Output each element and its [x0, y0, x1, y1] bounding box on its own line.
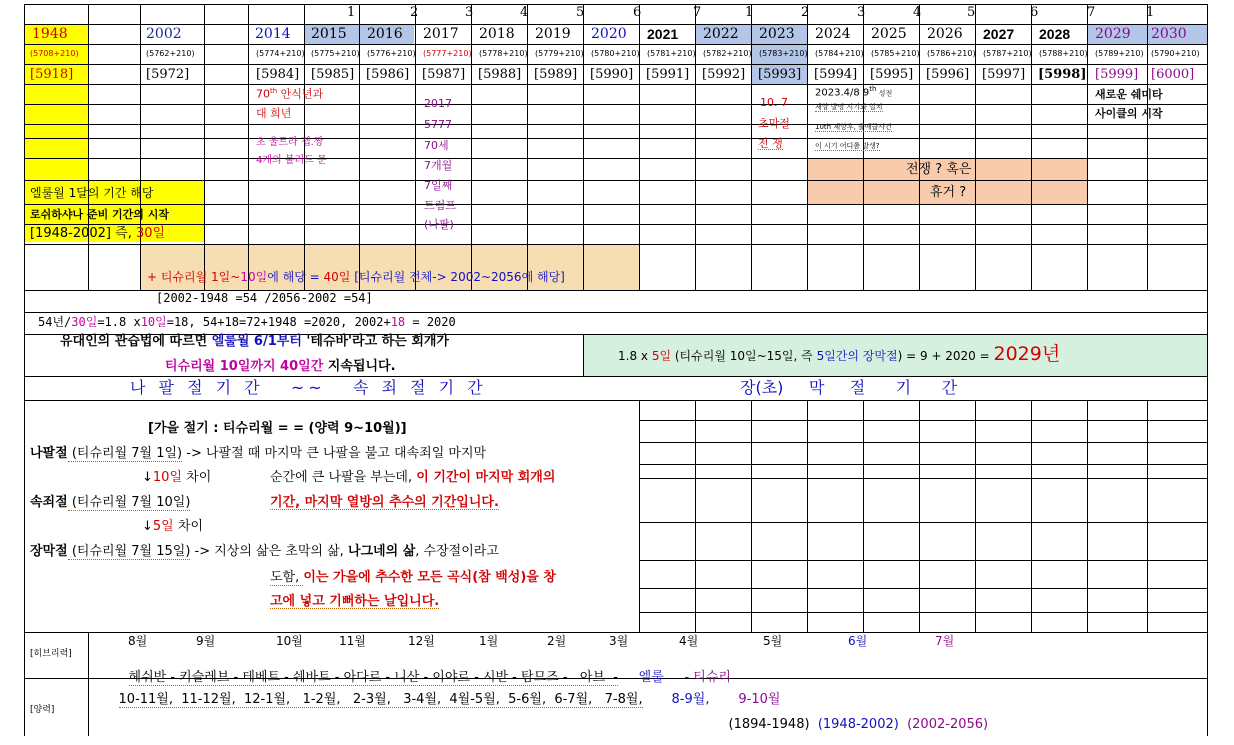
- note-2017-line: (나팔): [424, 218, 454, 231]
- note-sup: th: [869, 85, 877, 93]
- solar-range: 9-10월: [738, 692, 781, 707]
- hebrew-month: 7월: [935, 634, 955, 648]
- custom-text: 유대인의 관습법에 따르면: [60, 334, 212, 349]
- festival-desc: , 수장절이라고: [415, 544, 499, 559]
- diff-text: 차이: [173, 519, 203, 534]
- year-label: 2023: [759, 26, 795, 42]
- year-code: (5787+210): [983, 49, 1032, 58]
- week-number: 5: [576, 5, 585, 20]
- tishri-text: + 티슈리월 1일~: [147, 270, 241, 284]
- hebrew-year: [5994]: [814, 67, 858, 82]
- week-number: 1: [745, 5, 754, 20]
- grid-line: [639, 4, 640, 290]
- festival-date: (티슈리월 7월 10일): [67, 495, 191, 510]
- grid-line: [24, 158, 1207, 159]
- year-label: 1948: [32, 26, 68, 42]
- year-label: 2028: [1039, 26, 1071, 42]
- month-tishri: - 티슈리: [684, 670, 731, 685]
- grid-line: [1147, 4, 1148, 290]
- grid-line: [639, 464, 1207, 465]
- year-code: (5777+210): [423, 49, 472, 58]
- week-number: 4: [913, 5, 922, 20]
- hebrew-month: 10월: [276, 634, 303, 648]
- elul-days: 30일: [135, 226, 166, 241]
- week-number: 2: [801, 5, 810, 20]
- year-code: (5785+210): [871, 49, 920, 58]
- grid-line: [1207, 4, 1208, 290]
- grid-line: [1031, 4, 1032, 290]
- grid-line: [1147, 400, 1148, 632]
- hebrew-month: 9월: [196, 634, 216, 648]
- year-code: (5780+210): [591, 49, 640, 58]
- hebrew-month: 4월: [679, 634, 699, 648]
- festival-date: (티슈리월 7월 1일): [67, 446, 183, 461]
- grid-line: [24, 180, 1207, 181]
- tishri-text: [티슈리월 전체-> 2002~2056에 해당]: [350, 270, 565, 284]
- year-code: (5775+210): [311, 49, 360, 58]
- grid-line: [583, 334, 584, 376]
- grid-line: [359, 4, 360, 290]
- hebrew-month: 12월: [408, 634, 435, 648]
- festival-desc: 나그네의 삶: [347, 544, 416, 559]
- autumn-row-trumpets: [30, 447, 486, 460]
- year-code: (5776+210): [367, 49, 416, 58]
- grid-line: [248, 4, 249, 290]
- grid-line: [639, 612, 1207, 613]
- autumn-desc-line: 기간, 마지막 열방의 추수의 기간입니다.: [270, 495, 499, 510]
- grid-line: [639, 588, 1207, 589]
- festival-label: 속죄절: [30, 495, 68, 510]
- year-label: 2002: [146, 26, 182, 42]
- diff-days: 10일: [152, 470, 183, 485]
- month-elul: 엘룰: [638, 670, 664, 685]
- calc-text: 5일: [651, 349, 672, 363]
- elul-label: 로쉬하샤나 준비 기간의 시작: [30, 208, 169, 221]
- grid-line: [975, 4, 976, 290]
- note-2023-line: 전 쟁: [758, 137, 783, 150]
- calc-text: (티슈리월 10일~15일, 즉: [671, 349, 817, 363]
- note-text: 새로운 쉐미타: [1095, 88, 1163, 101]
- hebrew-year: [5992]: [702, 67, 746, 82]
- grid-line: [24, 138, 1207, 139]
- note-text: 안식년과: [277, 87, 324, 101]
- hebrew-month: 6월: [848, 634, 868, 648]
- hebrew-year: [5988]: [478, 67, 522, 82]
- grid-line: [751, 4, 752, 290]
- year-code: (5783+210): [759, 49, 808, 58]
- grid-line: [140, 4, 141, 290]
- grid-line: [24, 312, 1207, 313]
- calc-text: 5일간의 장막절: [816, 349, 898, 363]
- diff-text: 차이: [182, 470, 212, 485]
- festival-heading-right: 장(초) 막 절 기 간: [740, 378, 958, 397]
- grid-line: [639, 442, 1207, 443]
- tishri-line: [147, 271, 565, 283]
- festival-desc: 도함,: [270, 570, 304, 585]
- grid-line: [24, 204, 1207, 205]
- diff-10: [142, 471, 211, 484]
- hebrew-year: [6000]: [1151, 67, 1195, 82]
- tishri-text: 에 해당 =: [267, 270, 324, 284]
- grid-line: [88, 4, 89, 290]
- festival-desc: 이는 가을에 추수한 모든 곡식(참 백성)을 창: [303, 570, 556, 585]
- week-number: 3: [857, 5, 866, 20]
- note-2023-line: 초막절: [758, 117, 790, 130]
- grid-line: [24, 4, 25, 290]
- note-text: 사이클의 시작: [1095, 107, 1163, 120]
- elul-label: 엘룰월 1달의 기간 해당: [30, 186, 154, 200]
- calc-line: [38, 316, 456, 328]
- diff-5: [142, 520, 203, 533]
- note-2017-line: 7일째: [424, 179, 453, 192]
- grid-line: [24, 244, 1207, 245]
- calc-text: 18: [390, 315, 406, 329]
- week-number: 7: [1087, 5, 1096, 20]
- grid-line: [204, 4, 205, 290]
- note-text: 초 울트라 젭.짱: [256, 137, 324, 148]
- year-code: (5778+210): [479, 49, 528, 58]
- grid-line: [1087, 4, 1088, 290]
- calc-result: 2029년: [993, 343, 1061, 365]
- week-number: 6: [1030, 5, 1039, 20]
- hebrew-year: [5984]: [256, 67, 300, 82]
- grid-line: [24, 84, 1207, 85]
- autumn-desc-line: 고에 넣고 기뻐하는 날입니다.: [270, 594, 440, 609]
- year-code: (5782+210): [703, 49, 752, 58]
- hebrew-calendar-label: [히브리력]: [30, 649, 72, 659]
- hebrew-year: [5985]: [311, 67, 355, 82]
- festival-heading-left: 나 팔 절 기 간 ~~ 속 죄 절 기 간: [130, 378, 487, 397]
- down-arrow-icon: ↓: [142, 470, 153, 485]
- grid-line: [919, 400, 920, 632]
- festival-desc: 이 기간이 마지막 회개의: [416, 470, 556, 485]
- calc-text: 30일: [71, 315, 98, 329]
- grid-line: [527, 4, 528, 290]
- hebrew-year: [5999]: [1095, 67, 1139, 82]
- hebrew-month: 11월: [339, 634, 366, 648]
- grid-line: [807, 400, 808, 632]
- hebrew-month: 1월: [479, 634, 499, 648]
- note-sup: th: [270, 87, 278, 95]
- grid-line: [919, 4, 920, 290]
- festival-date: (티슈리월 7월 15일): [67, 544, 191, 559]
- hebrew-month: 5월: [763, 634, 783, 648]
- custom-law-line: [60, 335, 449, 348]
- grid-line: [751, 400, 752, 632]
- grid-line: [695, 400, 696, 632]
- hebrew-year: [5993]: [758, 67, 802, 82]
- grid-line: [471, 4, 472, 290]
- war-question: 휴거 ?: [930, 185, 967, 200]
- hebrew-year: [5991]: [646, 67, 690, 82]
- week-number: 1: [347, 5, 356, 20]
- calc3-line: [618, 345, 1060, 364]
- grid-line: [695, 4, 696, 290]
- hebrew-month: 3월: [609, 634, 629, 648]
- grid-line: [1031, 400, 1032, 632]
- hebrew-year: [5998]: [1038, 67, 1087, 82]
- hebrew-year: [5972]: [146, 67, 190, 82]
- festival-label: 나팔절: [30, 446, 68, 461]
- year-label: 2015: [311, 26, 347, 42]
- autumn-row-tabernacles: [30, 545, 499, 558]
- hebrew-year: [5990]: [590, 67, 634, 82]
- custom-text: 티슈리월 10일까지 40일간: [165, 359, 324, 374]
- custom-law-line: [165, 360, 396, 373]
- hebrew-year: [5995]: [870, 67, 914, 82]
- grid-line: [639, 400, 640, 632]
- year-label: 2020: [591, 26, 627, 42]
- grid-line: [24, 64, 1207, 65]
- festival-desc: -> 나팔절 때 마지막 큰 나팔을 불고 대속죄일 마지막: [182, 446, 487, 461]
- calc-text: = 2020: [405, 315, 456, 329]
- hebrew-month: 8월: [128, 634, 148, 648]
- note-2017-line: 7개월: [424, 159, 453, 172]
- note-text: 제앙 발명 시기와 일치: [815, 103, 883, 111]
- hebrew-year: [5918]: [30, 67, 74, 82]
- grid-line: [24, 376, 1207, 377]
- note-2017-line: 5777: [424, 118, 452, 131]
- grid-line: [24, 632, 1207, 633]
- year-label: 2016: [367, 26, 403, 42]
- year-code: (5708+210): [30, 49, 79, 58]
- down-arrow-icon: ↓: [142, 519, 153, 534]
- year-label: 2019: [535, 26, 571, 42]
- solar-range: 8-9월,: [671, 692, 710, 707]
- year-code: (5779+210): [535, 49, 584, 58]
- grid-line: [24, 104, 1207, 105]
- week-number: 2: [410, 5, 419, 20]
- grid-line: [88, 632, 89, 736]
- calc-line: [2002-1948 =54 /2056-2002 =54]: [156, 291, 373, 305]
- elul-range-text: [1948-2002] 즉,: [30, 226, 136, 241]
- hebrew-year: [5997]: [982, 67, 1026, 82]
- month-names: 헤쉬반 - 키슬레브 - 테베트 - 쉐바트 - 아다르 - 니산 - 이야르 - 시반 - 탐므즈 - 아브 -: [128, 670, 618, 685]
- grid-line: [24, 400, 1207, 401]
- note-text: 2023.4/8 9: [815, 87, 870, 99]
- year-label: 2026: [927, 26, 963, 42]
- year-label: 2027: [983, 26, 1015, 42]
- period: (1948-2002): [817, 717, 899, 732]
- note-text: 4개의 불러드 문: [256, 155, 327, 166]
- year-code: (5784+210): [815, 49, 864, 58]
- grid-line: [24, 290, 25, 736]
- year-code: (5774+210): [256, 49, 305, 58]
- note-text: 대 희년: [256, 107, 292, 120]
- autumn-desc-line: [270, 571, 556, 584]
- festival-desc: 순간에 큰 나팔을 부는데,: [270, 470, 417, 485]
- year-label: 2024: [815, 26, 851, 42]
- grid-line: [583, 4, 584, 290]
- week-number: 4: [520, 5, 529, 20]
- note-2014: [256, 88, 323, 100]
- festival-desc: -> 지상의 삶은 초막의 삶,: [190, 544, 348, 559]
- grid-line: [415, 4, 416, 290]
- grid-line: [1087, 400, 1088, 632]
- custom-text: 엘룰월 6/1부터: [211, 334, 302, 349]
- year-label: 2025: [871, 26, 907, 42]
- calc-text: =18, 54+18=72+1948 =2020, 2002+: [166, 315, 391, 329]
- hebrew-year: [5989]: [534, 67, 578, 82]
- year-code: (5789+210): [1095, 49, 1144, 58]
- note-text: 성전: [876, 89, 893, 98]
- solar-periods: [712, 705, 988, 744]
- hebrew-year: [5986]: [366, 67, 410, 82]
- autumn-title: [가을 절기 : 티슈리월 = = (양력 9~10월)]: [148, 421, 407, 436]
- festival-label: 장막절: [30, 544, 68, 559]
- period: (2002-2056): [907, 717, 989, 732]
- hebrew-year: [5987]: [422, 67, 466, 82]
- period: (1894-1948): [728, 717, 810, 732]
- autumn-row-atonement: [30, 496, 190, 509]
- grid-line: [807, 4, 808, 290]
- year-code: (5788+210): [1039, 49, 1088, 58]
- grid-line: [639, 522, 1207, 523]
- week-number: 6: [633, 5, 642, 20]
- note-2017-line: 2017: [424, 97, 452, 110]
- note-2017-line: 70세: [424, 139, 449, 152]
- grid-line: [639, 560, 1207, 561]
- year-code: (5781+210): [647, 49, 696, 58]
- calc-text: =1.8 x: [97, 315, 141, 329]
- year-label: 2014: [255, 26, 291, 42]
- grid-line: [24, 24, 1207, 25]
- year-code: (5786+210): [927, 49, 976, 58]
- grid-line: [24, 224, 1207, 225]
- diff-days: 5일: [152, 519, 174, 534]
- hebrew-year: [5996]: [926, 67, 970, 82]
- note-text: 70: [256, 87, 270, 101]
- year-code: (5762+210): [146, 49, 195, 58]
- calc-text: ) = 9 + 2020 =: [897, 349, 994, 363]
- week-number: 1: [1146, 5, 1155, 20]
- hebrew-month: 2월: [547, 634, 567, 648]
- custom-text: 지속됩니다.: [323, 359, 396, 374]
- note-text: 이 시기 어디쯤 발생?: [815, 142, 880, 150]
- year-label: 2030: [1151, 26, 1187, 42]
- note-2023-line: 10. 7: [760, 96, 788, 109]
- solar-range-text: 10-11월, 11-12월, 12-1월, 1-2월, 2-3월, 3-4월, 4월-5월, 5-6월, 6-7월, 7-8월,: [118, 692, 643, 707]
- tishri-days: 40일: [323, 270, 351, 284]
- grid-line: [639, 420, 1207, 421]
- note-text: 10th 제앙후, 출애굽사건: [815, 123, 892, 131]
- war-question: 전쟁 ? 혹은: [906, 162, 972, 177]
- note-2024: [815, 86, 892, 98]
- tishri-days: 10일: [240, 270, 268, 284]
- year-label: 2029: [1095, 26, 1131, 42]
- grid-line: [1207, 290, 1208, 736]
- grid-line: [639, 478, 1207, 479]
- autumn-desc-line: [270, 471, 555, 484]
- week-number: 5: [967, 5, 976, 20]
- calc-text: 1.8 x: [618, 349, 652, 363]
- year-label: 2018: [479, 26, 515, 42]
- grid-line: [24, 44, 1207, 45]
- note-2017-line: 트럼프: [424, 199, 456, 212]
- week-number: 3: [465, 5, 474, 20]
- year-label: 2022: [703, 26, 739, 42]
- grid-line: [975, 400, 976, 632]
- calc-text: 54년/: [38, 315, 72, 329]
- year-label: 2017: [423, 26, 459, 42]
- solar-calendar-label: [양력]: [30, 705, 55, 715]
- week-number: 7: [693, 5, 702, 20]
- year-label: 2021: [647, 26, 679, 42]
- elul-range: [30, 227, 165, 240]
- grid-line: [24, 124, 1207, 125]
- solar-ranges: [102, 680, 780, 719]
- calc-text: 10일: [140, 315, 167, 329]
- year-code: (5790+210): [1151, 49, 1200, 58]
- grid-line: [863, 400, 864, 632]
- custom-text: '테슈바'라고 하는 회개가: [301, 334, 449, 349]
